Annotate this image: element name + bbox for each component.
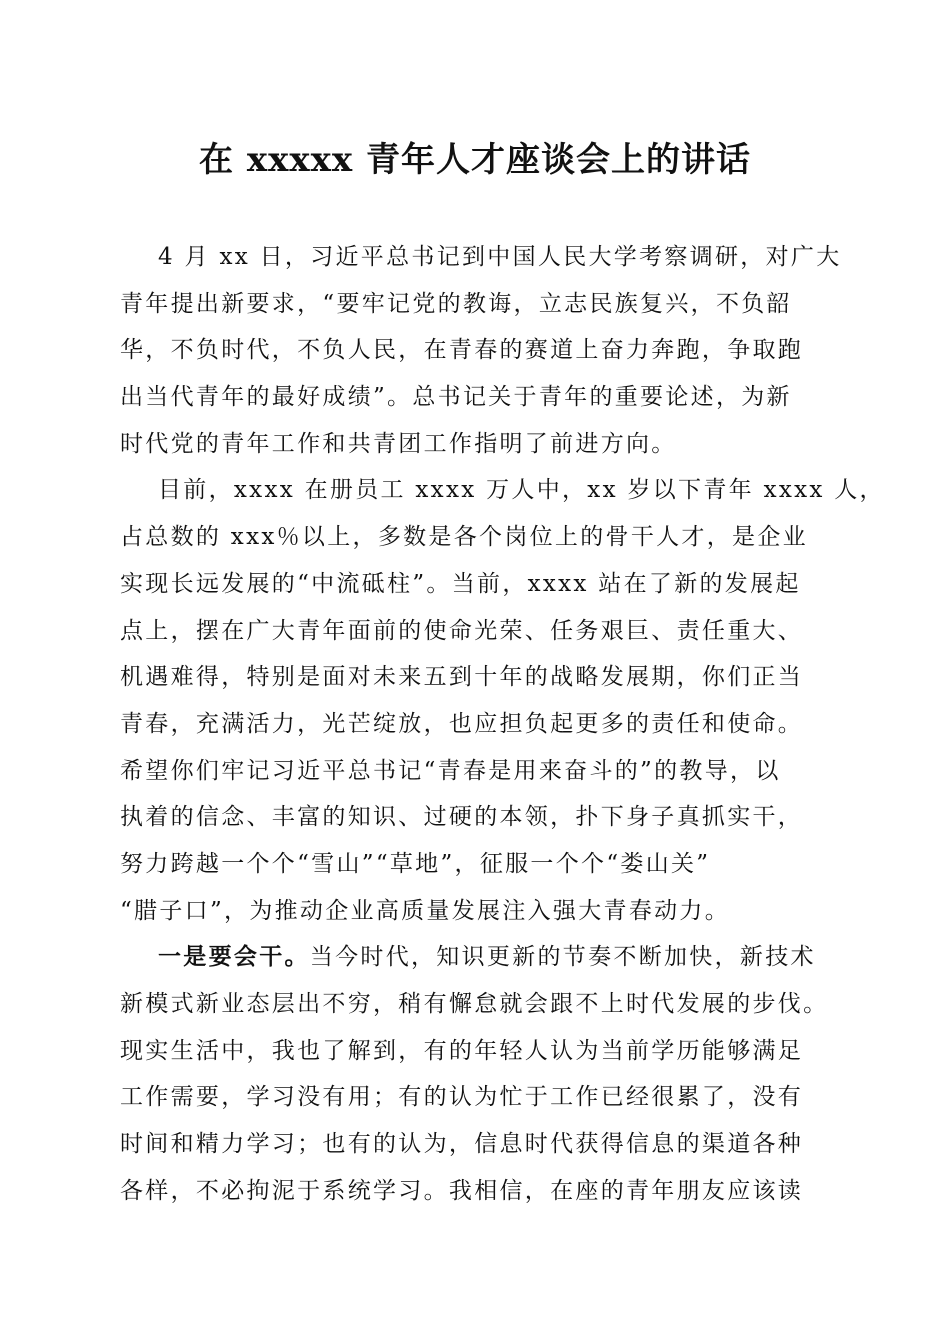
document-title: 在 xxxxx 青年人才座谈会上的讲话 <box>198 140 752 180</box>
paragraph-2-line-4: 点上，摆在广大青年面前的使命光荣、任务艰巨、责任重大、 <box>120 617 804 644</box>
paragraph-2-line-10: “腊子口”，为推动企业高质量发展注入强大青春动力。 <box>120 897 731 924</box>
paragraph-3-line-1-text: 当今时代，知识更新的节奏不断加快，新技术 <box>309 944 816 971</box>
paragraph-2-line-3: 实现长远发展的“中流砥柱”。当前，xxxx 站在了新的发展起 <box>120 570 801 597</box>
paragraph-2-line-8: 执着的信念、丰富的知识、过硬的本领，扑下身子真抓实干， <box>120 804 804 831</box>
paragraph-2-line-2: 占总数的 xxx％以上，多数是各个岗位上的骨干人才，是企业 <box>120 524 808 551</box>
paragraph-1-line-1: 4 月 xx 日，习近平总书记到中国人民大学考察调研，对广大 <box>158 244 842 270</box>
paragraph-3-line-1 <box>120 934 832 981</box>
paragraph-3-heading: 一是要会干。 <box>158 943 310 971</box>
paragraph-3-line-4: 工作需要，学习没有用；有的认为忙于工作已经很累了，没有 <box>120 1084 804 1111</box>
paragraph-2-line-6: 青春，充满活力，光芒绽放，也应担负起更多的责任和使命。 <box>120 710 804 737</box>
paragraph-3-line-5: 时间和精力学习；也有的认为，信息时代获得信息的渠道各种 <box>120 1131 804 1158</box>
paragraph-3-line-2: 新模式新业态层出不穷，稍有懈怠就会跟不上时代发展的步伐。 <box>120 991 829 1017</box>
paragraph-2-line-5: 机遇难得，特别是面对未来五到十年的战略发展期，你们正当 <box>120 664 804 691</box>
paragraph-1-line-3: 华，不负时代，不负人民，在青春的赛道上奋力奔跑，争取跑 <box>120 337 804 364</box>
paragraph-3-line-3: 现实生活中，我也了解到，有的年轻人认为当前学历能够满足 <box>120 1037 804 1064</box>
paragraph-1-line-4: 出当代青年的最好成绩”。总书记关于青年的重要论述，为新 <box>120 384 792 411</box>
paragraph-2-line-7: 希望你们牢记习近平总书记“青春是用来奋斗的”的教导，以 <box>120 757 781 784</box>
paragraph-3-line-6: 各样，不必拘泥于系统学习。我相信，在座的青年朋友应该读 <box>120 1177 804 1204</box>
paragraph-1-line-5: 时代党的青年工作和共青团工作指明了前进方向。 <box>120 430 677 457</box>
document-body <box>120 234 885 1214</box>
paragraph-2-line-1: 目前，xxxx 在册员工 xxxx 万人中，xx 岁以下青年 xxxx 人， <box>158 477 885 504</box>
paragraph-2-line-9: 努力跨越一个个“雪山”“草地”，征服一个个“娄山关” <box>120 850 711 877</box>
paragraph-1-line-2: 青年提出新要求，“要牢记党的教诲，立志民族复兴，不负韶 <box>120 290 792 317</box>
